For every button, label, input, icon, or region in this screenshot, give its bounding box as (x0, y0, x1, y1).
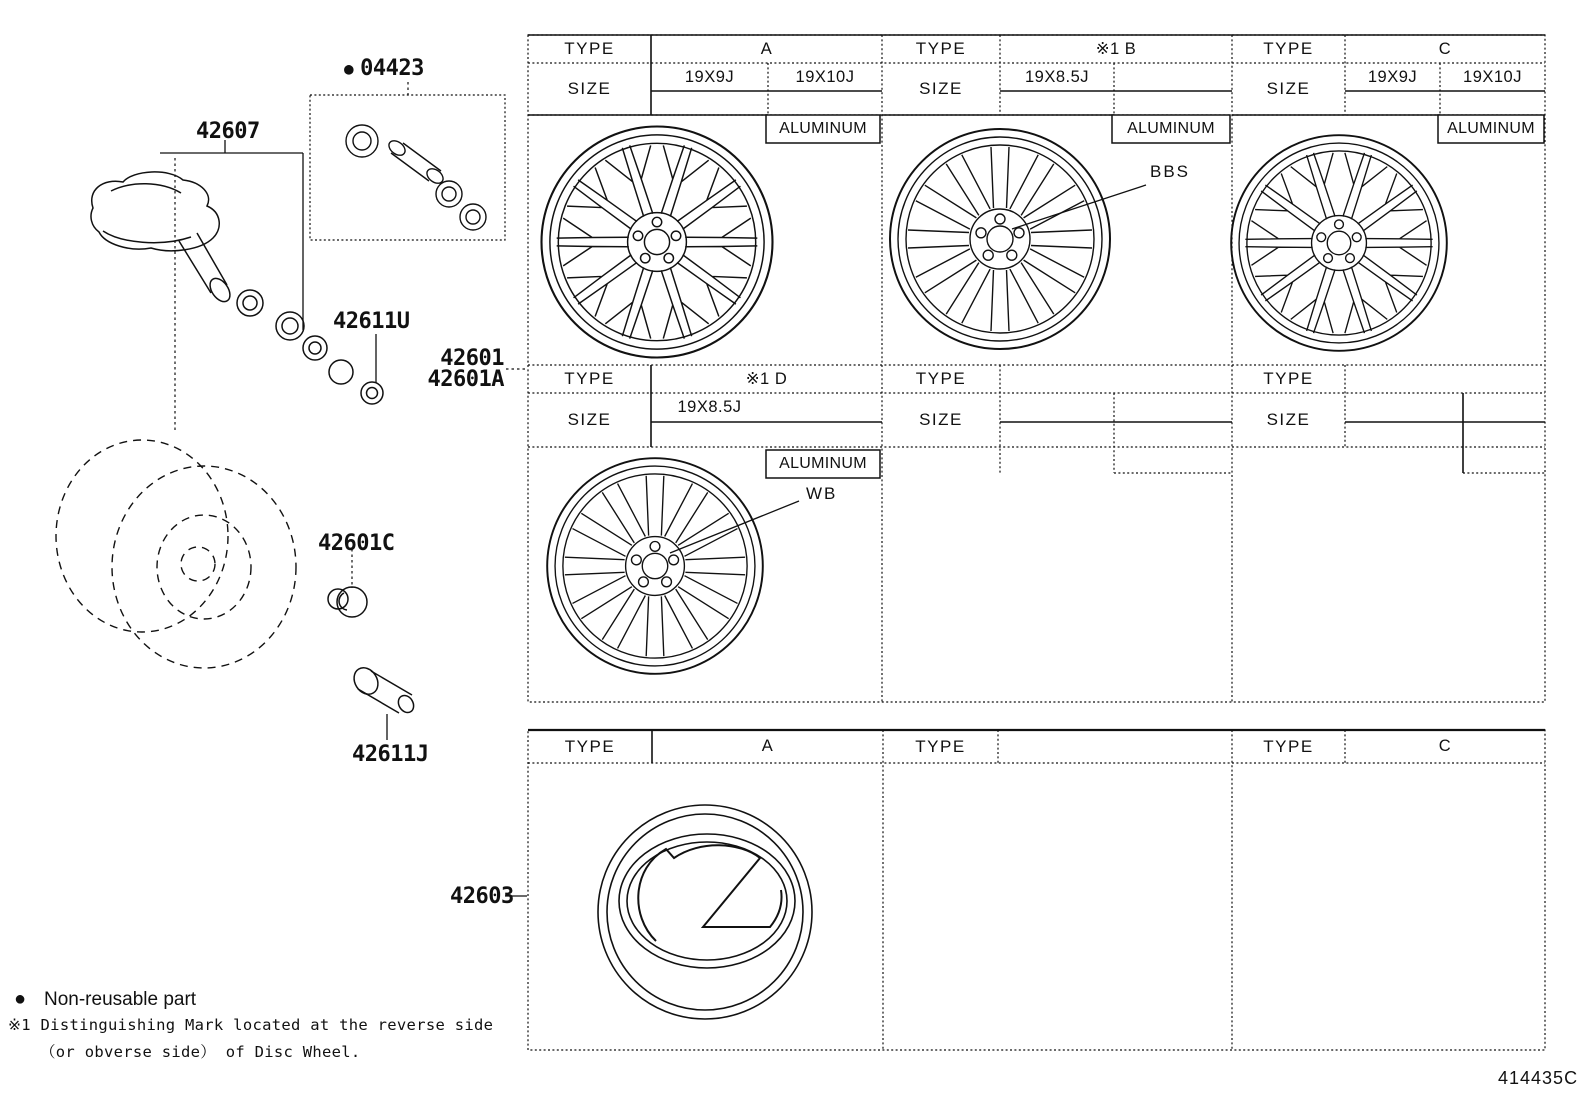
bottom-group-c-type-value: C (1438, 737, 1452, 755)
mid-group-3-type-label: TYPE (1263, 369, 1314, 388)
part-label-valve-kit (344, 56, 424, 81)
figure-code: 414435C (1498, 1068, 1579, 1088)
part-label-valve-stem-42611j: 42611J (352, 742, 429, 767)
bottom-group-a-type-label: TYPE (564, 736, 616, 756)
tpms-sensor-drawing (91, 172, 383, 404)
note-distinguishing-mark-line1: ※1 Distinguishing Mark located at the reverse side (8, 1016, 494, 1034)
top-group-c-size-label: SIZE (1266, 79, 1311, 98)
mid-group-d-material: ALUMINUM (779, 455, 867, 472)
top-group-b-size-label: SIZE (919, 79, 963, 98)
wheel-annotation-wb: WB (806, 484, 838, 503)
top-group-b-type-label: TYPE (915, 39, 967, 58)
top-group-a-size1: 19X9J (684, 67, 735, 86)
part-label-valve-cap-42601c: 42601C (318, 531, 395, 556)
note-non-reusable: Non-reusable part (44, 989, 197, 1010)
mid-group-2-type-label: TYPE (915, 369, 967, 388)
bottom-group-c-type-label: TYPE (1263, 736, 1314, 756)
part-number-42601: 42601 (440, 346, 504, 371)
part-label-valve-nut-42611u: 42611U (333, 309, 410, 334)
non-reusable-bullet-note-icon: ● (14, 988, 27, 1010)
top-group-a-type-label: TYPE (564, 39, 615, 58)
bottom-group-a-type-value: A (761, 737, 774, 755)
mid-group-d-type-value: ※1 D (745, 370, 788, 388)
dotted-leader-lines (175, 82, 527, 588)
top-group-c-type-value: C (1438, 39, 1452, 58)
top-group-c-size1: 19X9J (1367, 67, 1418, 86)
wheel-illustration-type-c (1231, 135, 1447, 351)
non-reusable-bullet-icon: ● (344, 59, 354, 78)
top-group-c-material: ALUMINUM (1447, 120, 1535, 137)
top-group-b-material: ALUMINUM (1127, 120, 1215, 137)
bottom-group-2-type-label: TYPE (915, 736, 966, 756)
top-group-b-type-value: ※1 B (1095, 40, 1137, 58)
note-distinguishing-mark-line2: （or obverse side） of Disc Wheel. (40, 1043, 361, 1061)
mid-group-d-size1: 19X8.5J (677, 398, 742, 416)
part-label-sensor-42607: 42607 (196, 119, 260, 144)
wheel-illustration-type-b (890, 129, 1110, 349)
wheel-illustration-type-d (547, 458, 763, 674)
tire-drawing (56, 440, 296, 668)
top-group-c-type-label: TYPE (1263, 39, 1314, 58)
part-label-wheel-cap-42603: 42603 (450, 884, 514, 909)
top-group-a-material: ALUMINUM (779, 120, 867, 137)
mid-group-d-size-label: SIZE (567, 410, 612, 429)
valve-stem-drawing (349, 663, 416, 715)
part-number-42601a: 42601A (427, 367, 504, 392)
wheel-annotation-bbs: BBS (1150, 162, 1191, 181)
top-group-a-size-label: SIZE (567, 79, 612, 98)
top-group-b-size1: 19X8.5J (1024, 67, 1090, 86)
valve-kit-drawing (310, 95, 505, 240)
top-group-a-type-value: A (760, 39, 773, 58)
top-group-a-size2: 19X10J (795, 67, 855, 86)
table-dotted-grid (528, 35, 1545, 1050)
mid-group-3-size-label: SIZE (1266, 410, 1311, 429)
wheel-illustration-type-a (542, 127, 773, 358)
part-label-disc-wheel (426, 348, 504, 390)
valve-cap-drawing (328, 587, 367, 617)
top-group-c-size2: 19X10J (1463, 67, 1522, 86)
bottom-group-2-type-value (998, 730, 1232, 763)
wheel-cap-drawing (598, 805, 812, 1019)
part-number-04423: 04423 (360, 56, 424, 81)
mid-group-d-type-label: TYPE (564, 369, 615, 388)
mid-group-2-size-label: SIZE (919, 410, 963, 429)
